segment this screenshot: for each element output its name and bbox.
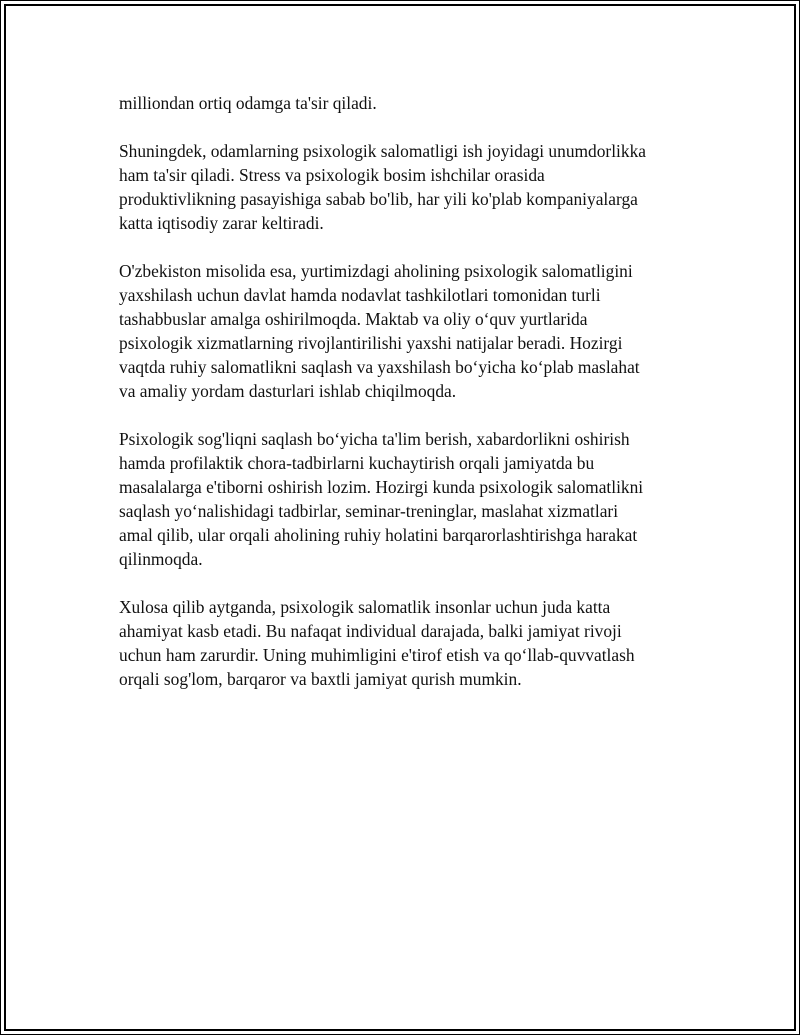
text-line: ahamiyat kasb etadi. Bu nafaqat individual darajada, balki jamiyat rivoji	[119, 621, 622, 641]
text-line: yaxshilash uchun davlat hamda nodavlat tashkilotlari tomonidan turli	[119, 285, 601, 305]
text-line: orqali sog'lom, barqaror va baxtli jamiyat qurish mumkin.	[119, 669, 522, 689]
text-line: uchun ham zarurdir. Uning muhimligini e'tirof etish va qo‘llab-quvvatlash	[119, 645, 635, 665]
paragraph-2	[119, 139, 699, 235]
text-line: vaqtda ruhiy salomatlikni saqlash va yaxshilash bo‘yicha ko‘plab maslahat	[119, 357, 640, 377]
paragraph-4	[119, 427, 699, 571]
text-line: va amaliy yordam dasturlari ishlab chiqilmoqda.	[119, 381, 457, 401]
text-line: qilinmoqda.	[119, 549, 203, 569]
text-line: Shuningdek, odamlarning psixologik salomatligi ish joyidagi unumdorlikka	[119, 141, 646, 161]
text-line: saqlash yo‘nalishidagi tadbirlar, seminar-treninglar, maslahat xizmatlari	[119, 501, 619, 521]
text-line: O'zbekiston misolida esa, yurtimizdagi aholining psixologik salomatligini	[119, 261, 633, 281]
paragraph-1	[119, 91, 699, 115]
paragraph-5	[119, 595, 699, 691]
text-line: katta iqtisodiy zarar keltiradi.	[119, 213, 324, 233]
text-line: ham ta'sir qiladi. Stress va psixologik bosim ishchilar orasida	[119, 165, 545, 185]
paragraph-3	[119, 259, 699, 403]
text-line: masalalarga e'tiborni oshirish lozim. Hozirgi kunda psixologik salomatlikni	[119, 477, 644, 497]
text-line: Psixologik sog'liqni saqlash bo‘yicha ta'lim berish, xabardorlikni oshirish	[119, 429, 630, 449]
text-line: amal qilib, ular orqali aholining ruhiy holatini barqarorlashtirishga harakat	[119, 525, 638, 545]
text-line: tashabbuslar amalga oshirilmoqda. Maktab va oliy o‘quv yurtlarida	[119, 309, 588, 329]
text-line: psixologik xizmatlarning rivojlantirilishi yaxshi natijalar beradi. Hozirgi	[119, 333, 623, 353]
text-line: hamda profilaktik chora-tadbirlarni kuchaytirish orqali jamiyatda bu	[119, 453, 595, 473]
text-line: Xulosa qilib aytganda, psixologik salomatlik insonlar uchun juda katta	[119, 597, 611, 617]
text-line: milliondan ortiq odamga ta'sir qiladi.	[119, 93, 377, 113]
text-line: produktivlikning pasayishiga sabab bo'lib, har yili ko'plab kompaniyalarga	[119, 189, 638, 209]
document-body	[119, 91, 699, 715]
